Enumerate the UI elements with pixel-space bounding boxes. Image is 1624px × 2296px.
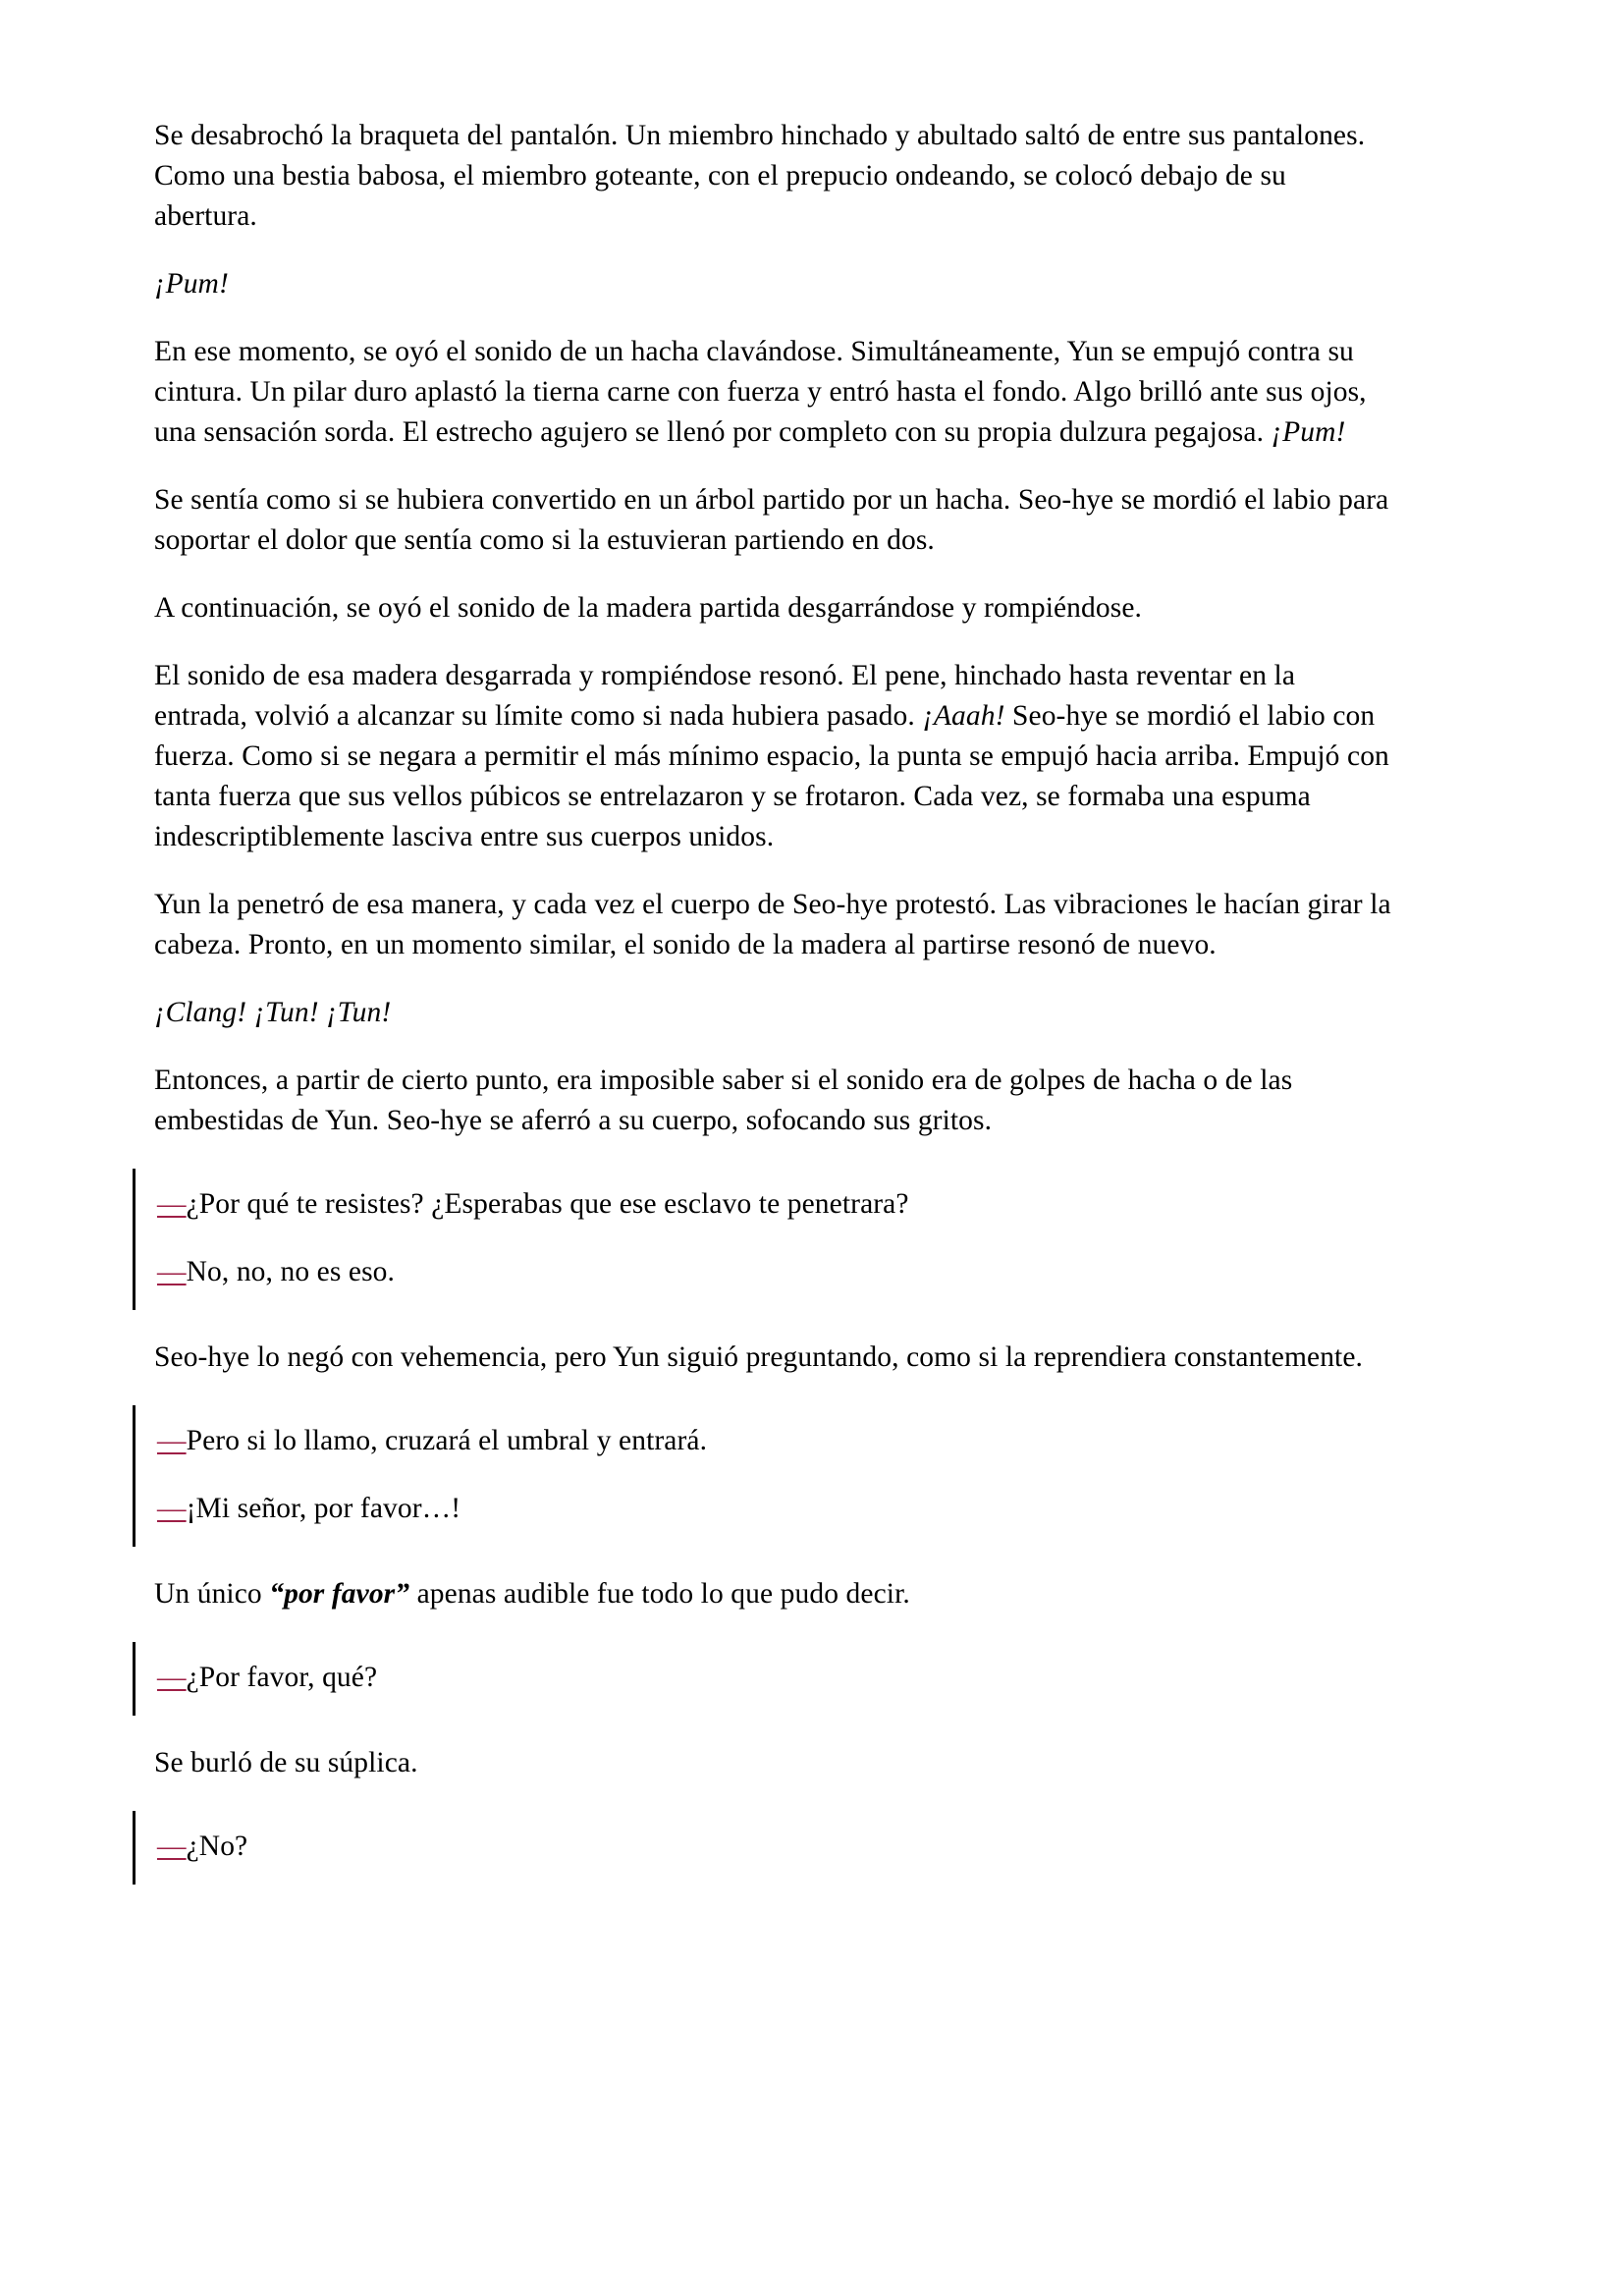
dialogue-dash-icon: — (157, 1493, 187, 1524)
paragraph (154, 1574, 1393, 1614)
paragraph-text: En ese momento, se oyó el sonido de un hacha clavándose. Simultáneamente, Yun se empujó contra su cintura. Un pilar duro aplastó la tierna carne con fuerza y entró hasta el fondo. Algo brilló ante sus ojos, una sensación sorda. El estrecho agujero se llenó por completo con su propia dulzura pegajosa. (154, 336, 1367, 448)
sound-effect-line: ¡Pum! (154, 268, 229, 300)
paragraph: Seo-hye lo negó con vehemencia, pero Yun siguió preguntando, como si la reprendiera constantemente. (154, 1341, 1364, 1373)
dialogue-block (133, 1169, 1393, 1310)
paragraph: Entonces, a partir de cierto punto, era imposible saber si el sonido era de golpes de hacha o de las embestidas de Yun. Seo-hye se aferró a su cuerpo, sofocando sus gritos. (154, 1065, 1293, 1136)
dialogue-text: ¿No? (186, 1831, 248, 1862)
sound-effect-inline: ¡Aaah! (922, 700, 1005, 732)
dialogue-text: ¿Por favor, qué? (186, 1662, 378, 1693)
dialogue-text: No, no, no es eso. (186, 1256, 395, 1287)
dialogue-dash-icon: — (157, 1662, 187, 1693)
dialogue-text: ¿Por qué te resistes? ¿Esperabas que ese esclavo te penetrara? (186, 1188, 909, 1220)
paragraph: Yun la penetró de esa manera, y cada vez el cuerpo de Seo-hye protestó. Las vibraciones le hacían girar la cabeza. Pronto, en un momento similar, el sonido de la madera al partirse resonó de nuevo. (154, 889, 1391, 960)
paragraph-text: El sonido de esa madera desgarrada y rompiéndose resonó. El pene, hinchado hasta reventar en la entrada, volvió a alcanzar su límite como si nada hubiera pasado. (154, 660, 1296, 732)
paragraph: Se desabrochó la braqueta del pantalón. Un miembro hinchado y abultado saltó de entre sus pantalones. Como una bestia babosa, el miembro goteante, con el prepucio ondeando, se colocó debajo de su abertura. (154, 120, 1366, 232)
paragraph: Se sentía como si se hubiera convertido en un árbol partido por un hacha. Seo-hye se mordió el labio para soportar el dolor que sentía como si la estuvieran partiendo en dos. (154, 484, 1389, 556)
dialogue-line (157, 1658, 1393, 1698)
paragraph-text: Un único (154, 1578, 270, 1610)
dialogue-line (157, 1252, 1393, 1292)
paragraph (154, 332, 1393, 453)
sound-effect-line: ¡Clang! ¡Tun! ¡Tun! (154, 997, 392, 1028)
dialogue-text: ¡Mi señor, por favor…! (186, 1493, 461, 1524)
dialogue-dash-icon: — (157, 1188, 187, 1220)
dialogue-line (157, 1827, 1393, 1867)
dialogue-block (133, 1811, 1393, 1885)
dialogue-line (157, 1184, 1393, 1225)
paragraph (154, 656, 1393, 857)
dialogue-dash-icon: — (157, 1256, 187, 1287)
dialogue-block (133, 1642, 1393, 1716)
paragraph: A continuación, se oyó el sonido de la madera partida desgarrándose y rompiéndose. (154, 592, 1142, 624)
dialogue-line (157, 1421, 1393, 1461)
dialogue-dash-icon: — (157, 1831, 187, 1862)
dialogue-block (133, 1405, 1393, 1547)
paragraph: Se burló de su súplica. (154, 1747, 418, 1778)
sound-effect-inline: ¡Pum! (1271, 416, 1346, 448)
dialogue-line (157, 1489, 1393, 1529)
paragraph-text-tail: apenas audible fue todo lo que pudo decir. (409, 1578, 910, 1610)
dialogue-text: Pero si lo llamo, cruzará el umbral y entrará. (186, 1425, 708, 1456)
dialogue-dash-icon: — (157, 1425, 187, 1456)
document-body (154, 116, 1393, 1912)
emphasis-quote: “por favor” (269, 1578, 410, 1610)
paragraph-text-tail: Seo-hye se mordió el labio con fuerza. Como si se negara a permitir el más mínimo espacio, la punta se empujó hacia arriba. Empujó con tanta fuerza que sus vellos púbicos se entrelazaron y se frotaron. Cada vez, se formaba una espuma indescriptiblemente lasciva entre sus cuerpos unidos. (154, 700, 1389, 852)
